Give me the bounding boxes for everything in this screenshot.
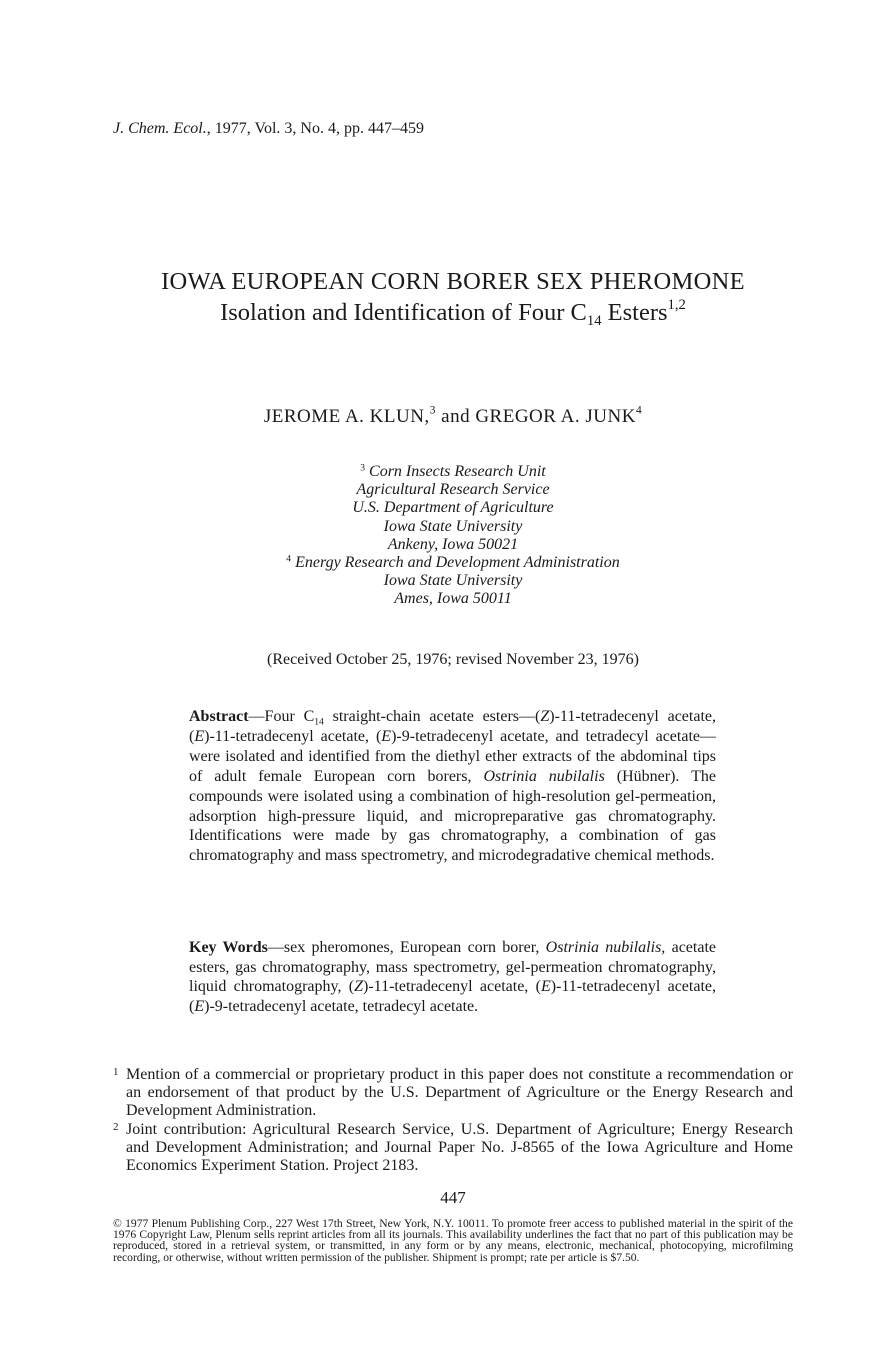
author-junk: GREGOR A. JUNK [475,406,636,427]
footnote-2 [113,1121,793,1176]
journal-citation [113,120,424,138]
affiliation-3-line-1: $^3$ Corn Insects Research Unit [360,462,546,480]
footnote-1-mark: 1 [113,1066,119,1078]
journal-volume-pages: , 1977, Vol. 3, No. 4, pp. 447–459 [206,120,424,137]
page-number: 447 [440,1188,466,1207]
author-line [0,406,886,428]
author-junk-mark: 4 [635,404,643,417]
paper-title: IOWA EUROPEAN CORN BORER SEX PHEROMONE [161,268,745,295]
journal-name: J. Chem. Ecol. [113,120,207,137]
footnotes [113,1066,793,1175]
received-dates: (Received October 25, 1976; revised November 23, 1976) [267,651,639,668]
footnote-1-text: Mention of a commercial or proprietary product in this paper does not constitute a recommendation or an endorsement of that product by the U.S. Department of Agriculture or the Energy Research and Development Administration. [126,1066,793,1120]
subtitle-text-pre: Isolation and Identification of Four C [220,299,587,326]
affiliation-3-line-3: U.S. Department of Agriculture [352,499,554,517]
affiliation-3-line-5: Ankeny, Iowa 50021 [387,535,519,553]
key-words-label: Key Words [189,939,268,956]
key-words: Key Words—sex pheromones, European corn borer, Ostrinia nubilalis, acetate esters, gas chromatography, mass spectrometry, gel-permeation chromatography, liquid chromatography, (Z)-11-tetradecenyl acetate, (E)-11-tetradecenyl acetate, (E)-9-tetradecenyl acetate, tetradecyl acetate. [189,939,716,1015]
footnote-2-text: Joint contribution: Agricultural Research Service, U.S. Department of Agriculture; Energy Research and Development Administration; and Journal Paper No. J-8565 of the Iowa Agriculture and Home Economics Experiment Station. Project 2183. [126,1120,793,1175]
affiliation-3-line-4: Iowa State University [383,517,523,535]
affiliation-4-mark: 4 [286,553,292,565]
subtitle-text-post: Esters [601,299,668,326]
affiliations [0,463,886,609]
abstract-label: Abstract [189,708,249,725]
footnote-1 [113,1066,793,1121]
affiliation-4-line-3: Ames, Iowa 50011 [394,590,512,608]
affiliation-3-mark: 3 [360,462,366,474]
affiliation-4-line-1: $^4$ Energy Research and Development Administration [286,553,620,572]
author-klun-mark: 3 [429,404,436,417]
footnote-2-mark: 2 [113,1120,119,1133]
paper-subtitle [0,296,886,330]
subtitle-subscript: 14 [586,313,602,330]
subtitle-footnote-marks: 1,2 [667,296,686,313]
abstract-species: Ostrinia nubilalis [483,767,605,785]
copyright-notice: © 1977 Plenum Publishing Corp., 227 West 17th Street, New York, N.Y. 10011. To promote freer access to published material in the spirit of the 1976 Copyright Law, Plenum sells reprint articles from all its journals. This availability underlines the fact that no part of this publication may be reproduced, stored in a retrieval system, or transmitted, in any form or by any means, electronic, mechanical, photocopying, microfilming recording, or otherwise, without written permission of the publisher. Shipment is prompt; rate per article is $7.50. [113,1217,793,1264]
author-conjunction: and [435,406,476,427]
affiliation-3-line-2: Agricultural Research Service [356,481,550,499]
key-words-species: Ostrinia nubilalis, [545,939,666,956]
abstract: Abstract—Four $C_{14}$ straight-chain acetate esters—(Z)-11-tetradecenyl acetate, (E)-11-tetradecenyl acetate, (E)-9-tetradecenyl acetate, and tetradecyl acetate—were isolated and identified from the diethyl ether extracts of the abdominal tips of adult female European corn borers, Ostrinia nubilalis (Hübner). The compounds were isolated using a combination of high-resolution gel-permeation, adsorption high-pressure liquid, and micropreparative gas chromatography. Identifications were made by gas chromatography, a combination of gas chromatography and mass spectrometry, and microdegradative chemical methods. [189,708,717,865]
author-klun: JEROME A. KLUN, [263,406,430,427]
affiliation-4-line-2: Iowa State University [383,572,523,590]
